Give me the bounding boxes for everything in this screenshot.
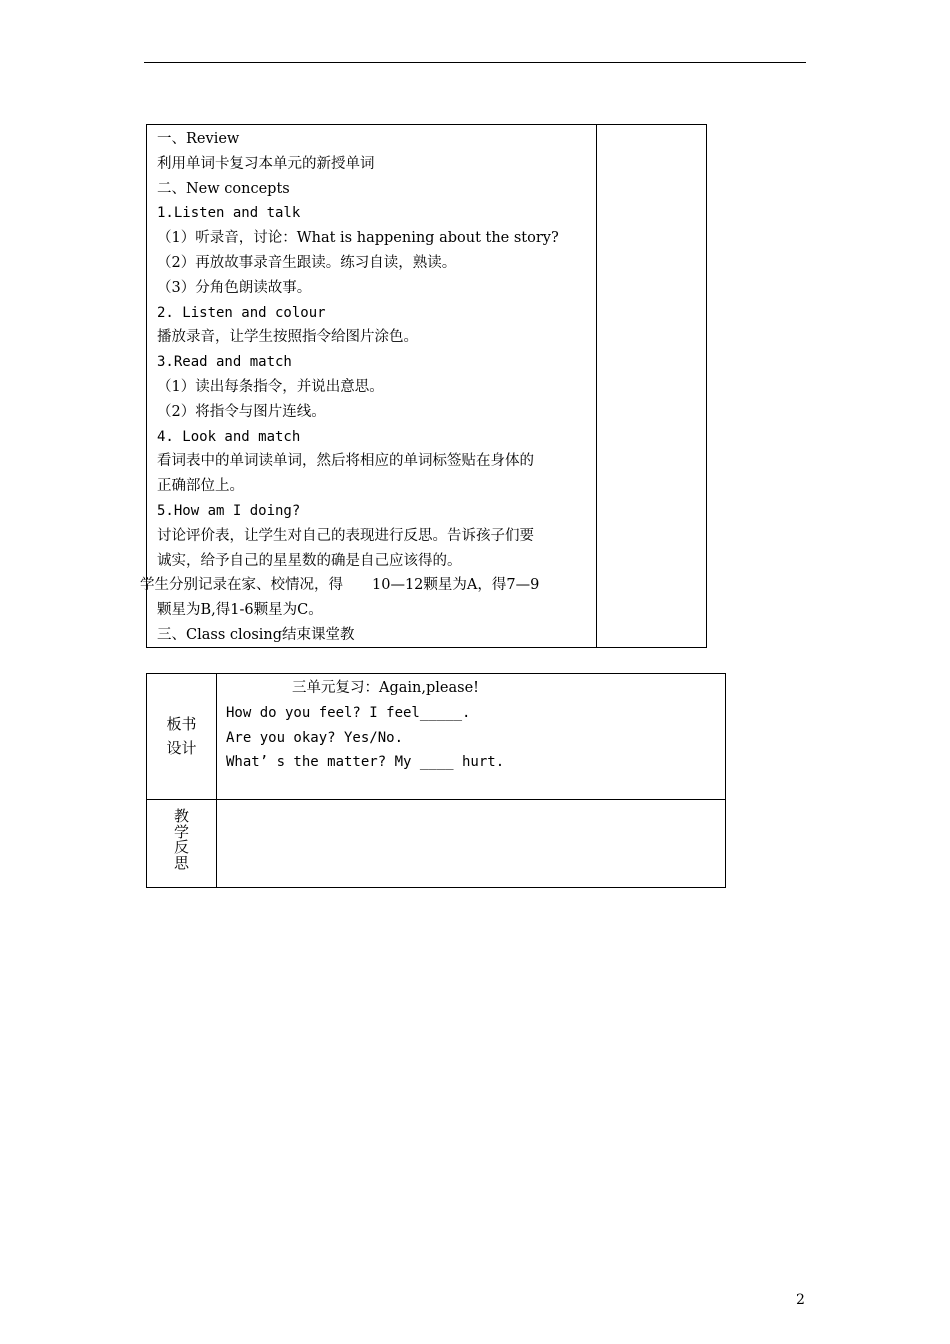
board-line: Are you okay? Yes/No.	[226, 729, 404, 746]
step-line: 正确部位上。	[157, 478, 244, 495]
step-line: 利用单词卡复习本单元的新授单词	[157, 155, 375, 172]
step-line: 2. Listen and colour	[157, 304, 326, 321]
step-line: 看词表中的单词读单词，然后将相应的单词标签贴在身体的	[157, 453, 534, 470]
step-line: （1）读出每条指令，并说出意思。	[157, 378, 384, 395]
board-line: How do you feel? I feel_____.	[226, 704, 471, 721]
board-line: What’ s the matter? My ____ hurt.	[226, 754, 505, 771]
step-line: 颗星为B,得1-6颗星为C。	[157, 602, 323, 619]
lesson-steps-table	[140, 124, 707, 648]
step-line: 三、Class closing结束课堂教	[157, 626, 355, 643]
step-line: 3.Read and match	[157, 354, 292, 371]
step-line: 播放录音，让学生按照指令给图片涂色。	[157, 329, 418, 346]
step-line: （2）将指令与图片连线。	[157, 403, 326, 420]
step-line: 一、Review	[157, 131, 240, 147]
board-title: 三单元复习：Again,please!	[292, 680, 479, 696]
step-line: （1）听录音，讨论：What is happening about the story?	[157, 230, 559, 247]
reflection-label: 教学反思	[173, 807, 189, 872]
header-rule	[144, 62, 806, 63]
column-divider	[216, 674, 217, 887]
step-line: 二、New concepts	[157, 180, 290, 197]
lesson-steps-cell	[140, 127, 597, 648]
step-line: 讨论评价表，让学生对自己的表现进行反思。告诉孩子们要	[157, 527, 534, 544]
step-line: 1.Listen and talk	[157, 205, 301, 222]
board-content	[226, 676, 504, 775]
step-line: 5.How am I doing?	[157, 502, 301, 519]
board-reflection-table	[146, 673, 726, 888]
page-number: 2	[796, 1292, 805, 1308]
step-line: 4. Look and match	[157, 428, 301, 445]
step-line: （2）再放故事录音生跟读。练习自读，熟读。	[157, 254, 457, 271]
step-line: 学生分别记录在家、校情况，得 10—12颗星为A，得7—9	[140, 577, 540, 594]
step-line: （3）分角色朗读故事。	[157, 279, 312, 296]
column-divider	[596, 125, 597, 647]
row-divider	[147, 799, 725, 800]
board-label: 板书设计	[166, 715, 197, 757]
step-line: 诚实，给予自己的星星数的确是自己应该得的。	[157, 552, 462, 569]
